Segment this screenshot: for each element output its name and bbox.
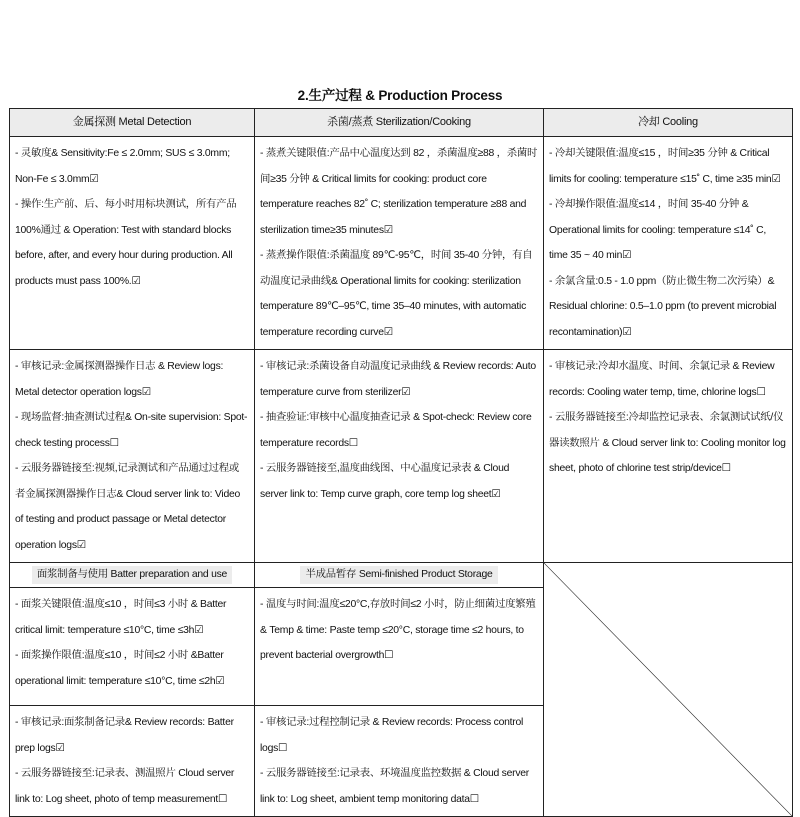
cooling-records-cell xyxy=(544,350,793,563)
sterilization-limits-cell xyxy=(255,137,544,350)
metal-limits-cell xyxy=(10,137,255,350)
cooling-cloud-link-text: - 云服务器链接至:冷却监控记录表、余氯测试试纸/仪器读数照片 & Cloud server link to: Cooling monitor log sheet, photo of chlorine test strip/device☐ xyxy=(549,412,786,474)
storage-temp-time-text: - 温度与时间:温度≤20°C,存放时间≤2 小时，防止细菌过度繁殖 & Temp & time: Paste temp ≤20°C, storage time ≤2 hours, to prevent bacterial overgrowth☐ xyxy=(260,599,536,661)
batter-review-records-text: - 审核记录:面浆制备记录& Review records: Batter prep logs☑ xyxy=(15,717,234,754)
metal-records-cell xyxy=(10,350,255,563)
metal-review-logs-text: - 审核记录:金属探测器操作日志 & Review logs: Metal detector operation logs☑ xyxy=(15,361,224,398)
sterilization-cloud-link-text: - 云服务器链接至,温度曲线图、中心温度记录表 & Cloud server link to: Temp curve graph, core temp log sheet☑ xyxy=(260,463,510,500)
storage-cloud-link-text: - 云服务器链接至:记录表、环境温度监控数据 & Cloud server link to: Log sheet, ambient temp monitoring data☐ xyxy=(260,768,530,805)
residual-chlorine-text: - 余氯含量:0.5 - 1.0 ppm（防止微生物二次污染）& Residual chlorine: 0.5–1.0 ppm (to prevent microbial recontamination)☑ xyxy=(549,275,777,338)
cooling-review-records-text: - 审核记录:冷却水温度、时间、余氯记录 & Review records: Cooling water temp, time, chlorine logs☐ xyxy=(549,361,775,398)
cooling-limits-cell xyxy=(544,137,793,350)
limits-row-top xyxy=(10,137,793,350)
batter-header-cell xyxy=(10,563,255,588)
empty-crossed-cell xyxy=(544,563,793,817)
batter-header: 面浆制备与使用 Batter preparation and use xyxy=(32,566,232,584)
batter-operational-limit-text: - 面浆操作限值:温度≤10 ，时间≤2 小时 &Batter operational limit: temperature ≤10°C, time ≤2h☑ xyxy=(15,650,225,687)
records-row-top xyxy=(10,350,793,563)
storage-header: 半成品暂存 Semi-finished Product Storage xyxy=(300,566,497,584)
header-row-bottom xyxy=(10,563,793,588)
metal-detection-header: 金属探测 Metal Detection xyxy=(10,109,255,137)
batter-critical-limit-text: - 面浆关键限值:温度≤10 ，时间≤3 小时 & Batter critical limit: temperature ≤10°C, time ≤3h☑ xyxy=(15,599,227,636)
metal-onsite-supervision-text: - 现场监督:抽查测试过程& On-site supervision: Spot-check testing process☐ xyxy=(15,412,248,449)
cooling-header: 冷却 Cooling xyxy=(544,109,793,137)
sterilization-records-cell xyxy=(255,350,544,563)
storage-review-records-text: - 审核记录:过程控制记录 & Review records: Process control logs☐ xyxy=(260,717,524,754)
header-row-top xyxy=(10,109,793,137)
sterilization-header: 杀菌/蒸煮 Sterilization/Cooking xyxy=(255,109,544,137)
metal-cloud-link-text: - 云服务器链接至:视频,记录测试和产品通过过程或者金属探测器操作日志& Cloud server link to: Video of testing and product passage or Metal detector operation logs☑ xyxy=(15,463,241,551)
sterilization-review-records-text: - 审核记录:杀菌设备自动温度记录曲线 & Review records: Auto temperature curve from sterilizer☑ xyxy=(260,361,536,398)
batter-cloud-link-text: - 云服务器链接至:记录表、测温照片 Cloud server link to: Log sheet, photo of temp measurement☐ xyxy=(15,768,235,805)
cooking-critical-limits-text: - 蒸煮关键限值:产品中心温度达到 82 ，杀菌温度≥88 ，杀菌时间≥35 分钟 & Critical limits for cooking: product core temperature reaches 82˚ C; sterilization temperature ≥88 and sterilization time≥35 minutes☑ xyxy=(260,148,538,236)
document-title: 2.生产过程 & Production Process xyxy=(297,88,503,103)
metal-operation-text: - 操作:生产前、后、每小时用标块测试，所有产品 100%通过 & Operation: Test with standard blocks before, after, and every hour during production. All products must pass 100%.☑ xyxy=(15,199,237,287)
batter-limits-cell xyxy=(10,588,255,706)
cooling-critical-limits-text: - 冷却关键限值:温度≤15 ，时间≥35 分钟 & Critical limits for cooling: temperature ≤15˚ C, time ≥35 min☑ xyxy=(549,148,781,185)
cooking-operational-limits-text: - 蒸煮操作限值:杀菌温度 89℃-95℃，时间 35-40 分钟，有自动温度记录曲线& Operational limits for cooking: sterilization temperature 89℃–95℃, time 35–40 minutes, with automatic temperature recording curve☑ xyxy=(260,250,533,338)
diagonal-line xyxy=(544,563,792,816)
cooling-operational-limits-text: - 冷却操作限值:温度≤14 ，时间 35-40 分钟 & Operational limits for cooling: temperature ≤14˚ C, time 35 ~ 40 min☑ xyxy=(549,199,767,261)
metal-sensitivity-text: - 灵敏度& Sensitivity:Fe ≤ 2.0mm; SUS ≤ 3.0mm; Non-Fe ≤ 3.0mm☑ xyxy=(15,148,230,185)
storage-limits-cell xyxy=(255,588,544,706)
production-process-table xyxy=(9,108,793,817)
storage-header-cell xyxy=(255,563,544,588)
sterilization-spot-check-text: - 抽查验证:审核中心温度抽查记录 & Spot-check: Review core temperature records☐ xyxy=(260,412,532,449)
